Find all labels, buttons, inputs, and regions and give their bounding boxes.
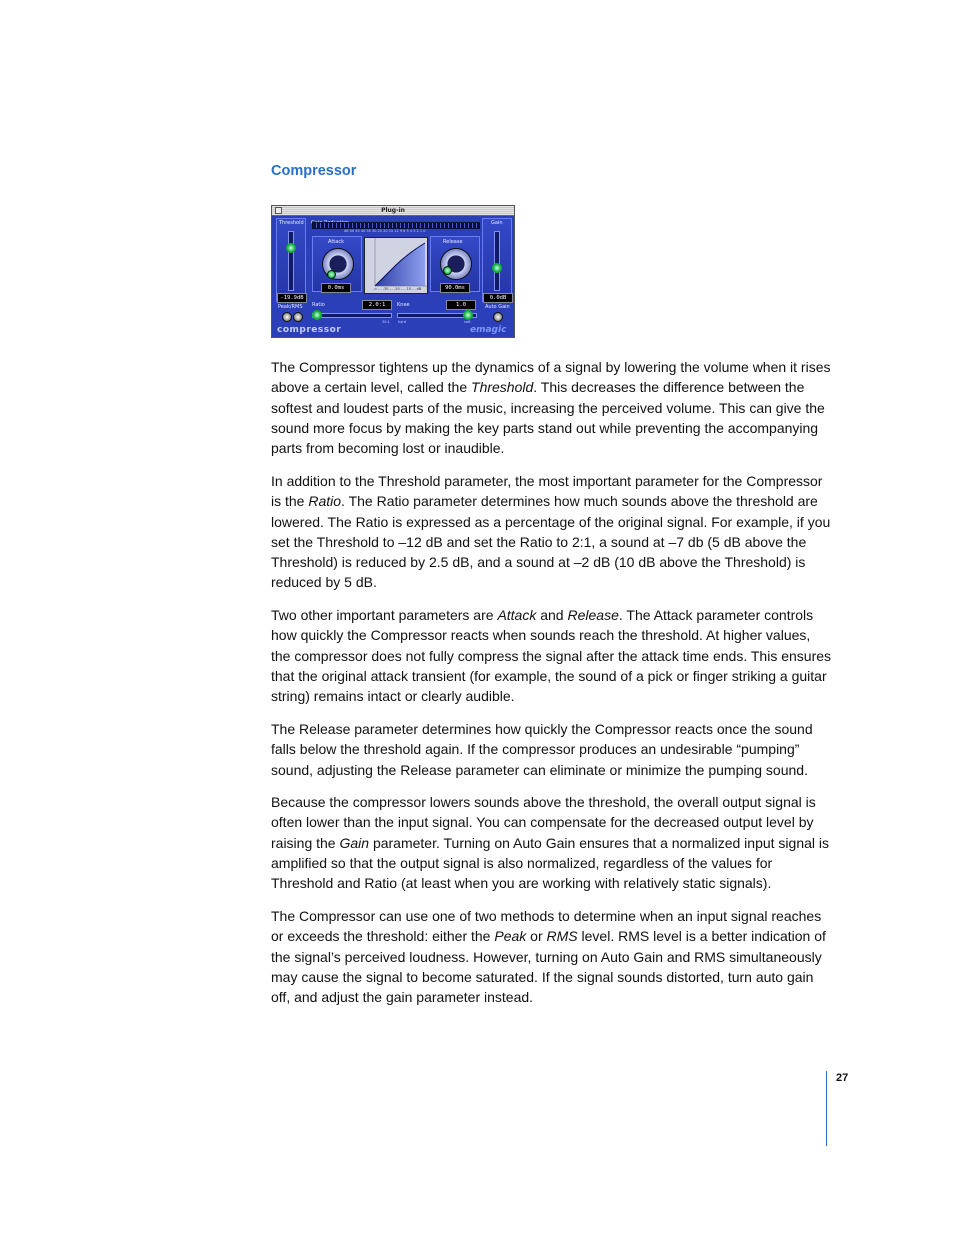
compression-curve-graph — [364, 237, 428, 294]
paragraph-1: The Compressor tightens up the dynamics of a signal by lowering the volume when it rises above a certain level, called the Threshold. This decreases the difference between the softest and loudest parts of the music, increasing the perceived volume. This can give the sound more focus by making the key parts stand out while preventing the accompanying parts from becoming lost or inaudible. — [271, 359, 831, 457]
knee-readout[interactable]: 1.0 — [446, 300, 476, 310]
page-number: 27 — [836, 1072, 849, 1084]
peak-button[interactable] — [282, 312, 292, 322]
ratio-label: Ratio — [312, 302, 325, 308]
compressor-plugin-window — [271, 205, 515, 338]
gain-slider-knob[interactable] — [492, 263, 502, 273]
knee-slider-knob[interactable] — [463, 310, 473, 320]
plugin-window-title: Plug-in — [381, 207, 405, 214]
paragraph-4: The Release parameter determines how quickly the Compressor reacts once the sound falls below the threshold again. If the compressor produces an undesirable “pumping” sound, adjusting the Release parameter can eliminate or minimize the pumping sound. — [271, 721, 813, 778]
compression-curve-icon — [365, 238, 427, 293]
knee-max-label: soft — [464, 320, 471, 324]
release-readout[interactable]: 90.0ms — [440, 283, 470, 293]
paragraph-5: Because the compressor lowers sounds above the threshold, the overall output signal is often lower than the input signal. You can compensate for the decreased output level by raising the Gain parameter. Turning on Auto Gain ensures that a normalized input signal is amplified so that the output signal is also normalized, regardless of the values for Threshold and Ratio (at least when you are working with relatively static signals). — [271, 794, 829, 892]
threshold-label: Threshold — [279, 220, 304, 226]
gain-label: Gain — [491, 220, 503, 226]
section-heading: Compressor — [271, 163, 357, 179]
threshold-slider-knob[interactable] — [286, 243, 296, 253]
brand-emagic: emagic — [470, 325, 507, 335]
knee-label: Knee — [397, 302, 410, 308]
gain-reduction-scale: dB 50 45 40 35 30 25 20 15 12 9 6 5 4 3 2 1 0 — [344, 229, 426, 233]
threshold-slider[interactable] — [288, 231, 294, 291]
paragraph-2: In addition to the Threshold parameter, the most important parameter for the Compressor is the Ratio. The Ratio parameter determines how much sounds above the threshold are lowered. The Ratio is expressed as a percentage of the original signal. For example, if you set the Threshold to –12 dB and set the Ratio to 2:1, a sound at –7 db (5 dB above the Threshold) is reduced by 2.5 dB, and a sound at –2 dB (10 dB above the Threshold) is reduced by 5 dB. — [271, 473, 831, 591]
gain-reduction-meter — [312, 222, 480, 229]
knee-min-label: hard — [398, 320, 406, 324]
gain-slider[interactable] — [494, 231, 500, 291]
gain-readout[interactable]: 0.0dB — [483, 293, 513, 303]
plugin-titlebar[interactable] — [272, 206, 514, 216]
release-label: Release — [443, 239, 463, 245]
threshold-panel — [276, 218, 306, 302]
rms-button[interactable] — [293, 312, 303, 322]
auto-gain-label: Auto Gain — [485, 304, 510, 310]
attack-knob-indicator[interactable] — [327, 270, 336, 279]
ratio-slider[interactable] — [312, 313, 392, 318]
release-knob-indicator[interactable] — [443, 266, 452, 275]
graph-axis-labels: -∞ ... -30 ... -20 ... -10 ... dB — [373, 287, 422, 291]
ratio-max-label: 30:1 — [382, 320, 390, 324]
attack-readout[interactable]: 0.0ms — [321, 283, 351, 293]
auto-gain-button[interactable] — [493, 312, 503, 322]
brand-compressor: compressor — [277, 325, 342, 335]
ratio-readout[interactable]: 2.0:1 — [362, 300, 392, 310]
gain-panel — [482, 218, 512, 302]
peak-rms-label: Peak/RMS — [278, 304, 303, 310]
release-knob[interactable] — [440, 248, 472, 280]
paragraph-3: Two other important parameters are Attack and Release. The Attack parameter controls how quickly the Compressor reacts when sounds reach the threshold. At higher values, the compressor does not fully compress the signal after the attack time ends. This ensures that the original attack transient (for example, the sound of a pick or finger striking a guitar string) remains intact or clearly audible. — [271, 607, 832, 705]
threshold-readout[interactable]: -19.9dB — [277, 293, 307, 303]
paragraph-6: The Compressor can use one of two methods to determine when an input signal reaches or exceeds the threshold: either the Peak or RMS level. RMS level is a better indication of the signal’s perceived loudness. However, turning on Auto Gain and RMS simultaneously may cause the signal to become saturated. If the signal sounds distorted, turn auto gain off, and adjust the gain parameter instead. — [271, 908, 826, 1006]
attack-label: Attack — [328, 239, 344, 245]
ratio-slider-knob[interactable] — [312, 310, 322, 320]
page-margin-rule — [826, 1071, 827, 1146]
